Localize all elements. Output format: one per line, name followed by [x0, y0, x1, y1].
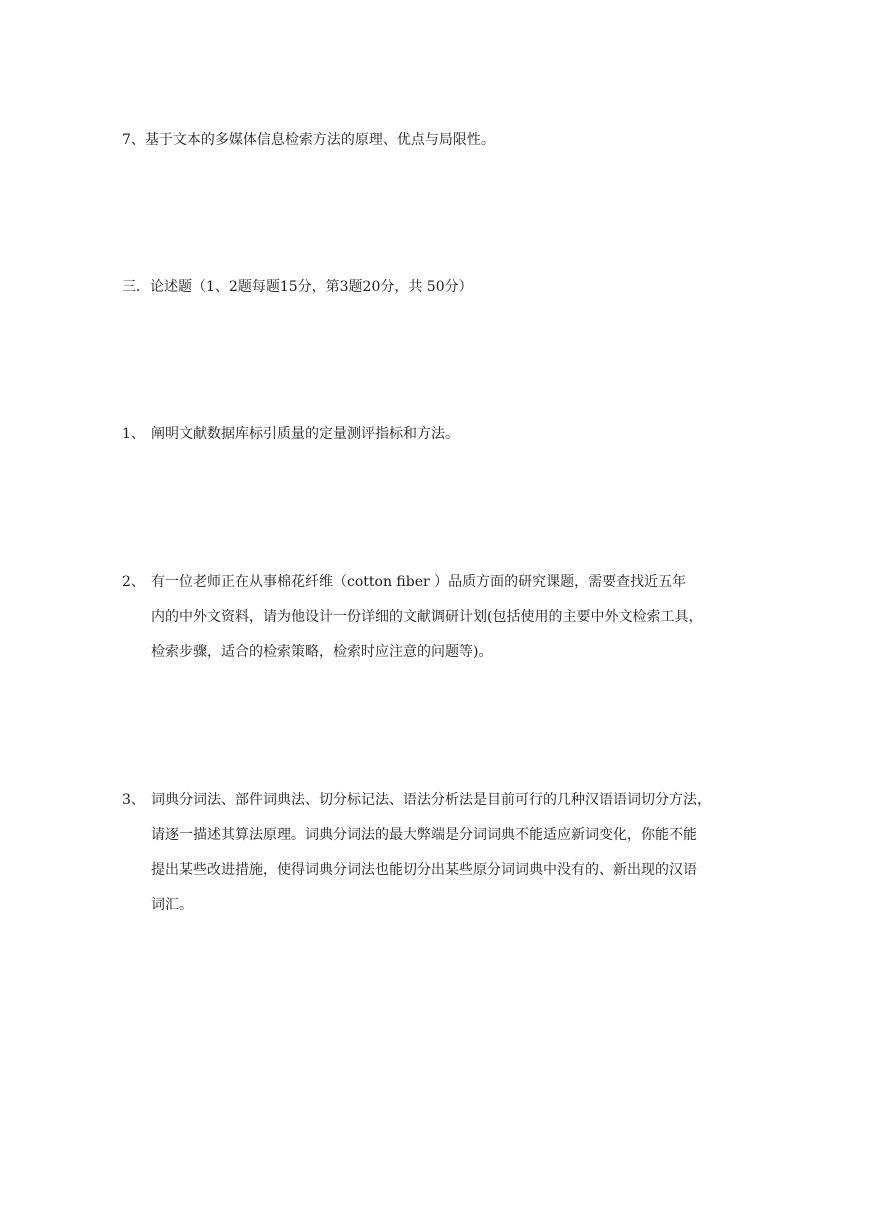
essay-question-3-line: 词汇。 [151, 897, 193, 913]
essay-question-3 [122, 790, 752, 915]
section-3-heading [122, 277, 752, 297]
essay-question-2 [122, 572, 752, 662]
essay-question-1-number: 1、 [122, 426, 145, 442]
question-7 [122, 130, 752, 150]
essay-question-3-number: 3、 [122, 792, 145, 808]
essay-question-1 [122, 424, 752, 444]
essay-question-2-line: 有一位老师正在从事棉花纤维（cotton fiber ）品质方面的研究课题，需要查找近五年 [151, 574, 687, 590]
essay-question-2-line: 内的中外文资料，请为他设计一份详细的文献调研计划(包括使用的主要中外文检索工具， [151, 609, 703, 625]
essay-question-2-body [151, 572, 752, 662]
essay-question-3-line: 请逐一描述其算法原理。词典分词法的最大弊端是分词词典不能适应新词变化，你能不能 [151, 827, 697, 843]
essay-question-1-body [151, 424, 752, 444]
essay-question-3-line: 提出某些改进措施，使得词典分词法也能切分出某些原分词词典中没有的、新出现的汉语 [151, 862, 697, 878]
essay-question-2-number: 2、 [122, 574, 145, 590]
question-7-text: 7、基于文本的多媒体信息检索方法的原理、优点与局限性。 [122, 132, 495, 148]
essay-question-1-line: 阐明文献数据库标引质量的定量测评指标和方法。 [151, 426, 459, 442]
essay-question-3-body [151, 790, 752, 915]
essay-question-2-line: 检索步骤，适合的检索策略，检索时应注意的问题等)。 [151, 644, 493, 660]
section-3-heading-text: 三．论述题（1、2题每题15分，第3题20分，共 50分） [122, 279, 473, 295]
essay-question-3-line: 词典分词法、部件词典法、切分标记法、语法分析法是目前可行的几种汉语语词切分方法， [151, 792, 711, 808]
